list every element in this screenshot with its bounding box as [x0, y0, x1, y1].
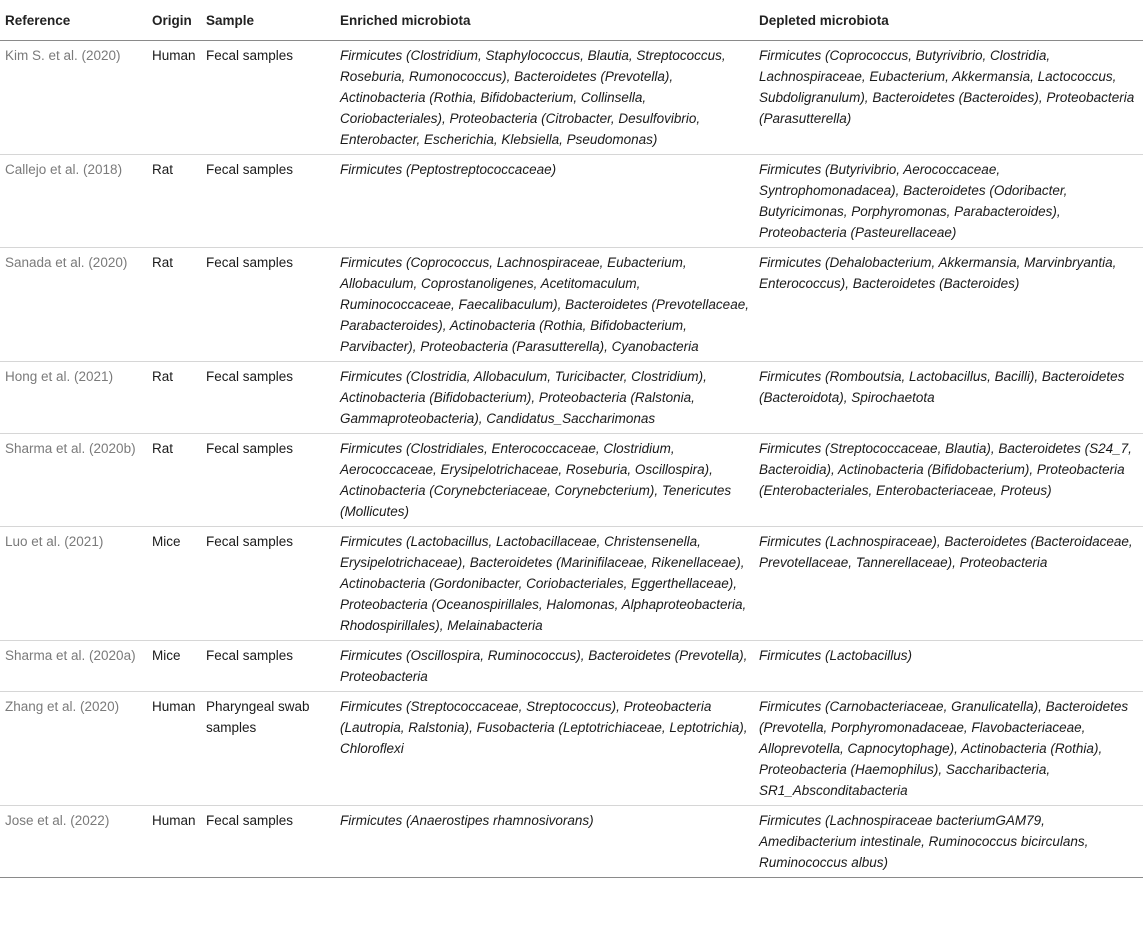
enriched-cell: Firmicutes (Clostridia, Allobaculum, Turicibacter, Clostridium), Actinobacteria (Bifidobacterium), Proteobacteria (Ralstonia, Gammaproteobacteria), Candidatus_Saccharimonas [336, 362, 755, 434]
enriched-cell: Firmicutes (Oscillospira, Ruminococcus), Bacteroidetes (Prevotella), Proteobacteria [336, 641, 755, 692]
depleted-cell: Firmicutes (Lachnospiraceae bacteriumGAM79, Amedibacterium intestinale, Ruminococcus bicirculans, Ruminococcus albus) [755, 806, 1143, 878]
origin-cell: Human [148, 692, 202, 806]
header-reference: Reference [0, 0, 148, 41]
sample-cell: Fecal samples [202, 248, 336, 362]
sample-cell: Fecal samples [202, 806, 336, 878]
enriched-cell: Firmicutes (Streptococcaceae, Streptococcus), Proteobacteria (Lautropia, Ralstonia), Fusobacteria (Leptotrichiaceae, Leptotrichia), Chloroflexi [336, 692, 755, 806]
table-row [0, 641, 1143, 692]
enriched-cell: Firmicutes (Clostridiales, Enterococcaceae, Clostridium, Aerococcaceae, Erysipelotrichaceae, Roseburia, Oscillospira), Actinobacteria (Corynebcteriaceae, Corynebcterium), Tenericutes (Mollicutes) [336, 434, 755, 527]
origin-cell: Rat [148, 434, 202, 527]
enriched-cell: Firmicutes (Clostridium, Staphylococcus, Blautia, Streptococcus, Roseburia, Rumonococcus), Bacteroidetes (Prevotella), Actinobacteria (Rothia, Bifidobacterium, Collinsella, Coriobacteriales), Proteobacteria (Citrobacter, Desulfovibrio, Enterobacter, Escherichia, Klebsiella, Pseudomonas) [336, 41, 755, 155]
reference-cell: Kim S. et al. (2020) [0, 41, 148, 155]
table-row [0, 692, 1143, 806]
enriched-cell: Firmicutes (Coprococcus, Lachnospiraceae, Eubacterium, Allobaculum, Coprostanoligenes, Acetitomaculum, Ruminococcaceae, Faecalibaculum), Bacteroidetes (Prevotellaceae, Parabacteroides), Actinobacteria (Rothia, Bifidobacterium, Parvibacter), Proteobacteria (Parasutterella), Cyanobacteria [336, 248, 755, 362]
origin-cell: Rat [148, 362, 202, 434]
depleted-cell: Firmicutes (Lactobacillus) [755, 641, 1143, 692]
reference-cell: Luo et al. (2021) [0, 527, 148, 641]
origin-cell: Mice [148, 527, 202, 641]
origin-cell: Mice [148, 641, 202, 692]
table-row [0, 41, 1143, 155]
table-row [0, 155, 1143, 248]
table-row [0, 806, 1143, 878]
table-row [0, 248, 1143, 362]
header-enriched: Enriched microbiota [336, 0, 755, 41]
depleted-cell: Firmicutes (Dehalobacterium, Akkermansia, Marvinbryantia, Enterococcus), Bacteroidetes (Bacteroides) [755, 248, 1143, 362]
reference-cell: Jose et al. (2022) [0, 806, 148, 878]
depleted-cell: Firmicutes (Lachnospiraceae), Bacteroidetes (Bacteroidaceae, Prevotellaceae, Tannerellaceae), Proteobacteria [755, 527, 1143, 641]
reference-cell: Sanada et al. (2020) [0, 248, 148, 362]
sample-cell: Fecal samples [202, 434, 336, 527]
table-header-row [0, 0, 1143, 41]
reference-cell: Sharma et al. (2020b) [0, 434, 148, 527]
sample-cell: Fecal samples [202, 527, 336, 641]
table-row [0, 362, 1143, 434]
header-sample: Sample [202, 0, 336, 41]
table-row [0, 434, 1143, 527]
origin-cell: Rat [148, 155, 202, 248]
depleted-cell: Firmicutes (Carnobacteriaceae, Granulicatella), Bacteroidetes (Prevotella, Porphyromonadaceae, Flavobacteriaceae, Alloprevotella, Capnocytophage), Actinobacteria (Rothia), Proteobacteria (Haemophilus), Saccharibacteria, SR1_Absconditabacteria [755, 692, 1143, 806]
header-depleted: Depleted microbiota [755, 0, 1143, 41]
reference-cell: Zhang et al. (2020) [0, 692, 148, 806]
sample-cell: Fecal samples [202, 641, 336, 692]
origin-cell: Human [148, 806, 202, 878]
reference-cell: Callejo et al. (2018) [0, 155, 148, 248]
enriched-cell: Firmicutes (Peptostreptococcaceae) [336, 155, 755, 248]
depleted-cell: Firmicutes (Streptococcaceae, Blautia), Bacteroidetes (S24_7, Bacteroidia), Actinobacteria (Bifidobacterium), Proteobacteria (Enterobacteriales, Enterobacteriaceae, Proteus) [755, 434, 1143, 527]
depleted-cell: Firmicutes (Romboutsia, Lactobacillus, Bacilli), Bacteroidetes (Bacteroidota), Spirochaetota [755, 362, 1143, 434]
reference-cell: Hong et al. (2021) [0, 362, 148, 434]
sample-cell: Fecal samples [202, 41, 336, 155]
sample-cell: Fecal samples [202, 155, 336, 248]
sample-cell: Pharyngeal swab samples [202, 692, 336, 806]
depleted-cell: Firmicutes (Coprococcus, Butyrivibrio, Clostridia, Lachnospiraceae, Eubacterium, Akkermansia, Lactococcus, Subdoligranulum), Bacteroidetes (Bacteroides), Proteobacteria (Parasutterella) [755, 41, 1143, 155]
table-row [0, 527, 1143, 641]
origin-cell: Rat [148, 248, 202, 362]
enriched-cell: Firmicutes (Lactobacillus, Lactobacillaceae, Christensenella, Erysipelotrichaceae), Bacteroidetes (Marinifilaceae, Rikenellaceae), Actinobacteria (Gordonibacter, Coriobacteriales, Eggerthellaceae), Proteobacteria (Oceanospirillales, Halomonas, Alphaproteobacteria, Rhodospirillales), Melainabacteria [336, 527, 755, 641]
origin-cell: Human [148, 41, 202, 155]
header-origin: Origin [148, 0, 202, 41]
sample-cell: Fecal samples [202, 362, 336, 434]
enriched-cell: Firmicutes (Anaerostipes rhamnosivorans) [336, 806, 755, 878]
reference-cell: Sharma et al. (2020a) [0, 641, 148, 692]
depleted-cell: Firmicutes (Butyrivibrio, Aerococcaceae, Syntrophomonadacea), Bacteroidetes (Odoribacter, Butyricimonas, Porphyromonas, Parabacteroides), Proteobacteria (Pasteurellaceae) [755, 155, 1143, 248]
